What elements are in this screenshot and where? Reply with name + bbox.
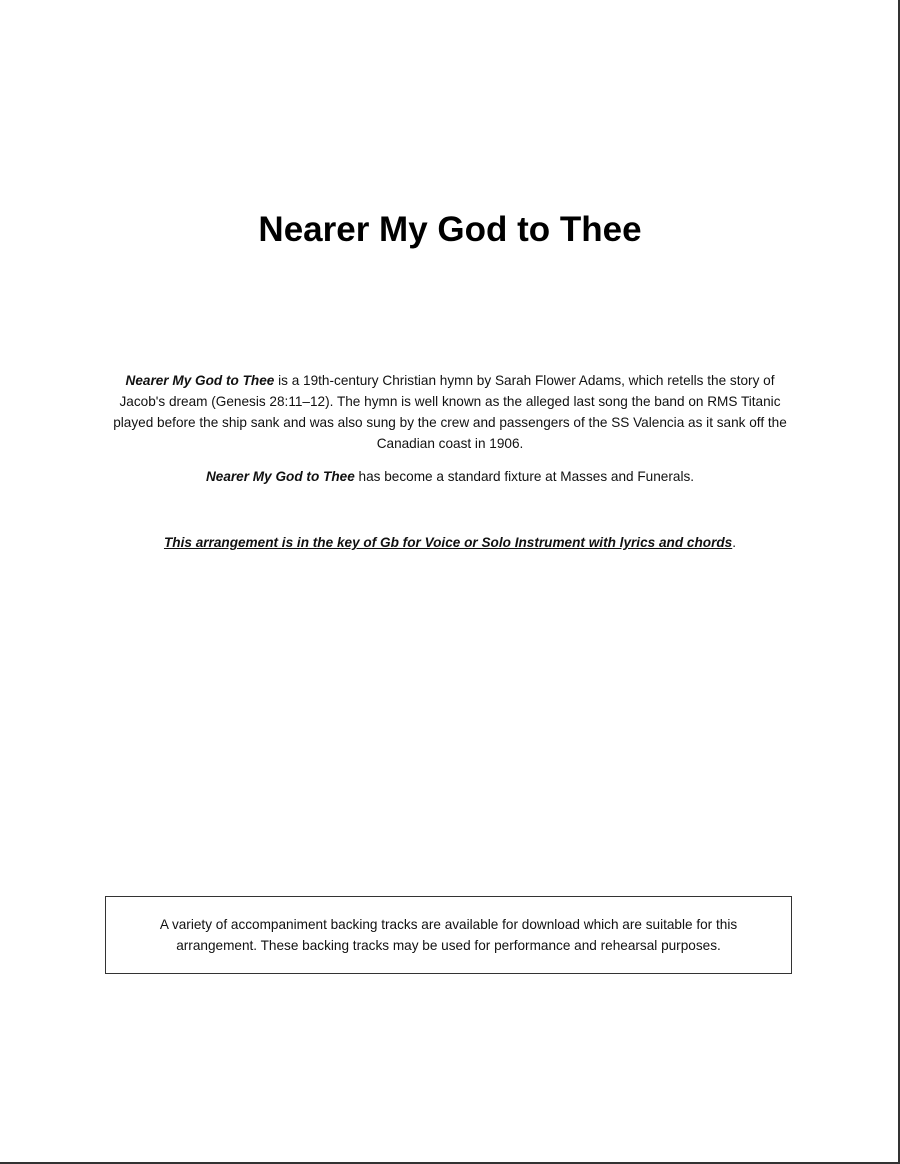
intro-paragraph [105,370,795,454]
intro-text: is a 19th-century Christian hymn by Sarah Flower Adams, which retells the story of Jacob's dream (Genesis 28:11–12). The hymn is well known as the alleged last song the band on RMS Titanic played before the ship sank and was also sung by the crew and passengers of the SS Valencia as it sank off the Canadian coast in 1906. [113,373,787,451]
backing-tracks-notice-text: A variety of accompaniment backing tracks are available for download which are suitable for this arrangement. These backing tracks may be used for performance and rehearsal purposes. [159,917,738,953]
fixture-text: has become a standard fixture at Masses and Funerals. [354,469,695,484]
fixture-hymn-title: Nearer My God to Thee [205,469,355,484]
arrangement-note [105,532,795,553]
intro-hymn-title: Nearer My God to Thee [125,373,275,388]
backing-tracks-notice-box [105,896,792,974]
arrangement-text: This arrangement is in the key of Gb for Voice or Solo Instrument with lyrics and chords [163,535,733,550]
page-title: Nearer My God to Thee [258,210,642,249]
arrangement-period: . [732,535,737,550]
fixture-paragraph [105,466,795,487]
